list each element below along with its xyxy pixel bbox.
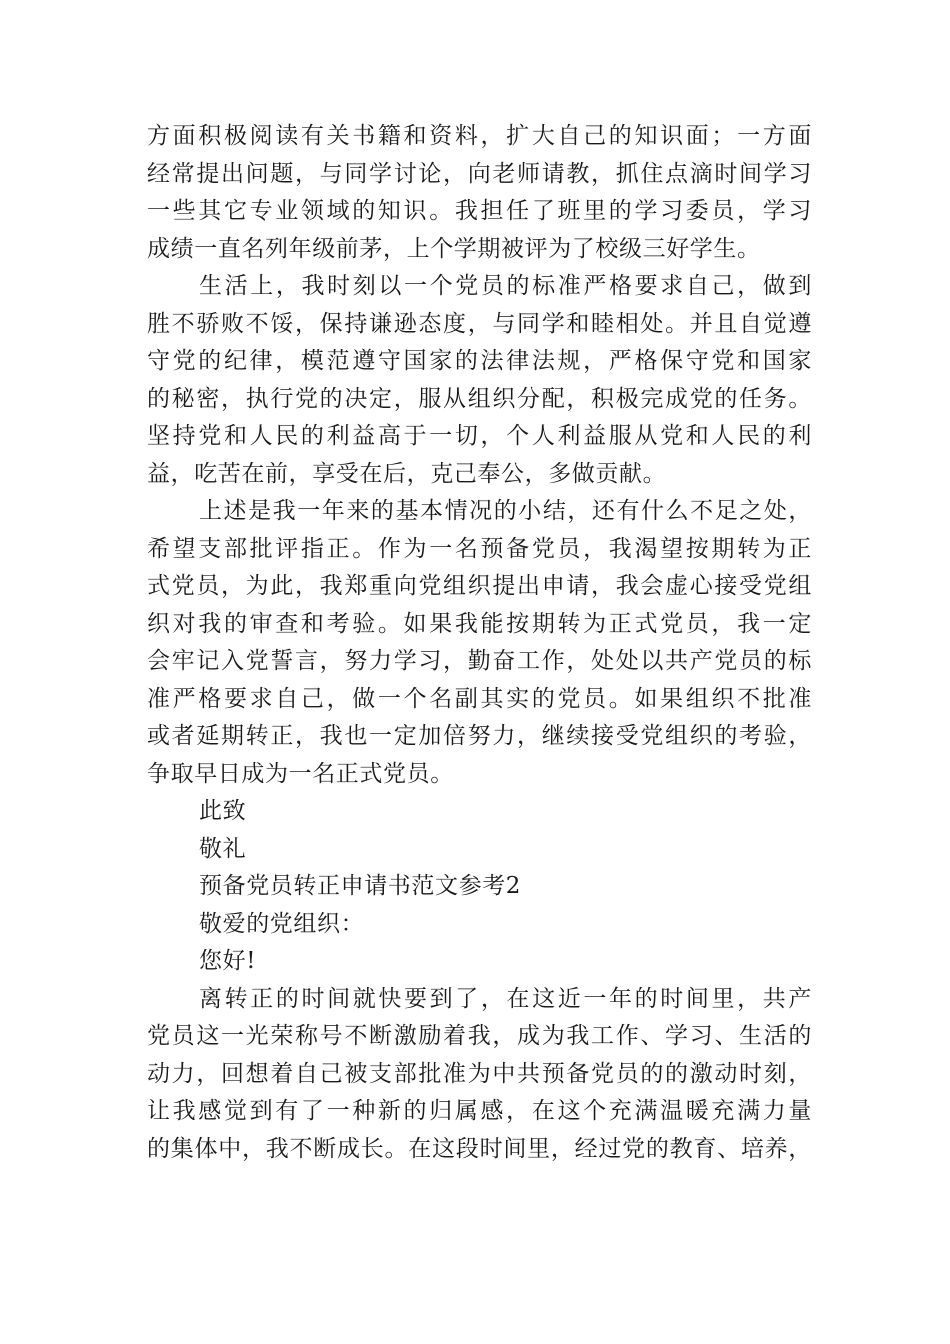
- paragraph-start-line: 上述是我一年来的基本情况的小结，还有什么不足之处，: [199, 498, 812, 524]
- text-line: 希望支部批评指正。作为一名预备党员，我渴望按期转为正: [147, 535, 812, 562]
- text-line: 式党员，为此，我郑重向党组织提出申请，我会虚心接受党组: [147, 573, 812, 599]
- text-line: 准严格要求自己，做一个名副其实的党员。如果组织不批准: [147, 685, 812, 712]
- text-line: 成绩一直名列年级前茅，上个学期被评为了校级三好学生。: [147, 235, 761, 262]
- text-line: 守党的纪律，模范遵守国家的法律法规，严格保守党和国家: [147, 348, 812, 374]
- paragraph-start-line: 离转正的时间就快要到了，在这近一年的时间里，共产: [199, 985, 812, 1012]
- text-line: 争取早日成为一名正式党员。: [147, 760, 454, 787]
- text-line: 益，吃苦在前，享受在后，克己奉公，多做贡献。: [147, 460, 667, 487]
- section-title: 预备党员转正申请书范文参考2: [199, 873, 522, 899]
- text-line: 会牢记入党誓言，努力学习，勤奋工作，处处以共产党员的标: [147, 648, 812, 674]
- text-line: 让我感觉到有了一种新的归属感，在这个充满温暖充满力量: [147, 1098, 812, 1124]
- text-line: 党员这一光荣称号不断激励着我，成为我工作、学习、生活的: [147, 1023, 812, 1049]
- text-line: 的秘密，执行党的决定，服从组织分配，积极完成党的任务。: [147, 385, 812, 412]
- text-line: 的集体中，我不断成长。在这段时间里，经过党的教育、培养，: [147, 1135, 812, 1162]
- text-line: 一些其它专业领域的知识。我担任了班里的学习委员，学习: [147, 198, 812, 224]
- closing-salutation: 此致: [199, 798, 247, 824]
- text-line: 经常提出问题，与同学讨论，向老师请教，抓住点滴时间学习: [147, 160, 812, 187]
- text-line: 胜不骄败不馁，保持谦逊态度，与同学和睦相处。并且自觉遵: [147, 310, 812, 337]
- text-line: 织对我的审查和考验。如果我能按期转为正式党员，我一定: [147, 610, 812, 637]
- greeting-hello: 您好!: [199, 948, 257, 974]
- closing-regards: 敬礼: [199, 835, 247, 862]
- greeting-addressee: 敬爱的党组织：: [199, 910, 365, 937]
- text-line: 动力，回想着自己被支部批准为中共预备党员的的激动时刻，: [147, 1060, 812, 1087]
- paragraph-start-line: 生活上，我时刻以一个党员的标准严格要求自己，做到: [199, 273, 812, 299]
- text-line: 坚持党和人民的利益高于一切，个人利益服从党和人民的利: [147, 423, 812, 449]
- document-body: [147, 118, 812, 1168]
- text-line: 方面积极阅读有关书籍和资料，扩大自己的知识面；一方面: [147, 123, 812, 149]
- text-line: 或者延期转正，我也一定加倍努力，继续接受党组织的考验，: [147, 723, 812, 749]
